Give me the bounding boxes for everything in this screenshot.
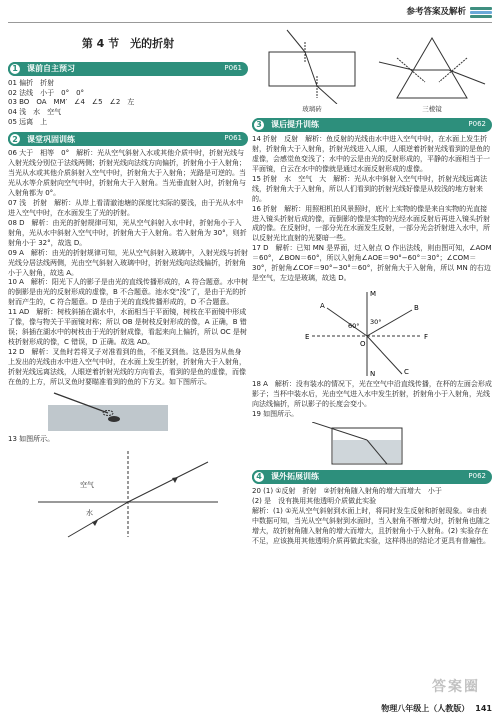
answer-item: 10 A 解析：阳光下人的影子是由光的直线传播形成的，A 符合题意。水中树的倒影是由光的反射形成的虚像，B 不合题意。池水变“浅”了，是由于光的折射而产生的，C 符合题意。D 是由于光的直线传播形成的，D 不合题意。 xyxy=(8,278,248,307)
page-header xyxy=(406,6,492,18)
answer-item: 16 折射 解析：用照相机拍风景照时，底片上实物的像是来自实物的光直接进入镜头折射后成的像，而倒影的像是实物的光经水面反射后再进入镜头折射成的像。在反射时，一部分光在水面发生反射，一部分光会折射进入水中，所以反射光比直射的光要暗一些。 xyxy=(252,204,490,243)
answer-line: 05 远离 上 xyxy=(8,118,48,127)
answer-item: 07 浅 折射 解析：从岸上看清澈池塘的深度比实际的要浅，由于光从水中进入空气中时，在水面发生了光的折射。 xyxy=(8,198,244,217)
answer-line: 03 BO OA MM′ ∠4 ∠5 ∠2 左 xyxy=(8,98,135,107)
class-answers xyxy=(8,149,248,388)
answer-line: 02 法线 小于 0° 0° xyxy=(8,88,85,97)
footer-book: 物理八年级上（人教版） xyxy=(381,703,470,713)
angle-60: 60° xyxy=(348,322,360,331)
section-bar-extend xyxy=(252,470,492,484)
footer-page-number: 141 xyxy=(475,703,492,713)
section-page-ref: P062 xyxy=(468,120,486,129)
answer-item: 08 D 解析：由光的折射规律可知，光从空气斜射入水中时，折射角小于入射角，光从水中斜射入空气中时，折射角大于入射角。若入射角为 30°，则折射角小于 32°，故选 D。 xyxy=(8,218,247,247)
answer-item: 17 D 解析：已知 MN 是界面，过入射点 O 作出法线，则由图可知，∠AOM＝60°，∠BON＝60°，所以入射角∠AOE＝90°−60°＝30°；∠COM＝30°，折射角∠COF＝90°−30°＝60°，折射角大于入射角，所以 MN 的右边是空气，左边是玻璃，故选 D。 xyxy=(252,244,492,283)
answer-item: 12 D 解析：叉鱼时若将叉子对准看到的鱼，不能叉到鱼。这是因为从鱼身上发出的光线由水中进入空气中时，在水面上发生折射，折射角大于入射角，折射光线远离法线，人眼逆着折射光线的方向看去，看到的是鱼的虚像，而像在鱼的上方，所以叉鱼时要瞄准看到的鱼的下方叉。如下图所示。 xyxy=(8,348,246,386)
section-bar-preview xyxy=(8,62,248,76)
section-page-ref: P062 xyxy=(468,471,486,480)
book-stack-icon xyxy=(470,7,492,18)
glass-block-figure xyxy=(257,28,367,114)
answer-item: 14 折射 反射 解析：鱼反射的光线由水中进入空气中时，在水面上发生折射，折射角大于入射角，折射光线进入人眼，人眼逆着折射光线看到的是鱼的虚像，会感觉鱼变浅了；水中的云是由光的反射形成的，平静的水面相当于一平面镜，白云在水中的像就是通过水面反射形成的虚像。 xyxy=(252,135,490,173)
answer-item: 18 A 解析：没有装水的情况下，光在空气中沿直线传播，在杯的左面会形成影子；当杯中装水后，光由空气进入水中发生折射，折射角小于入射角，光线向法线偏折，所以影子的长度会变小。 xyxy=(252,380,492,408)
label-O: O xyxy=(360,340,366,349)
section-number: 4 xyxy=(252,470,266,484)
label-N: N xyxy=(370,370,376,379)
top-figures xyxy=(252,28,492,114)
section-bar-class xyxy=(8,132,248,146)
prism-caption: 三棱镜 xyxy=(422,104,442,113)
water-cup-figure xyxy=(312,422,422,466)
label-M: M xyxy=(370,290,377,299)
answer-item: 解析：(1) ①光从空气斜射到水面上时，将同时发生反射和折射现象。②由表中数据可知，当光从空气斜射到水面时，当入射角不断增大时，折射角也随之增大，故折射角随入射角的增大而增大，且折射角小于入射角。(2) 实验存在不足，应该换用其他透明介质再做此实验，这样得出的结论才更具有普遍性。 xyxy=(252,506,490,545)
section-bar-after xyxy=(252,118,492,132)
glass-caption: 玻璃砖 xyxy=(302,104,322,113)
refraction-figure-17 xyxy=(302,286,432,378)
air-label: 空气 xyxy=(80,480,94,489)
section-label: 课堂巩固训练 xyxy=(27,134,75,144)
refraction-figure-13 xyxy=(28,447,228,539)
section-label: 课后提升训练 xyxy=(271,120,319,130)
preview-answers xyxy=(8,79,248,129)
prism-figure xyxy=(377,28,487,114)
section-label: 课前自主预习 xyxy=(27,63,75,73)
right-column xyxy=(252,28,492,546)
answer-item: 20 (1) ①反射 折射 ②折射角随入射角的增大而增大 小于 xyxy=(252,486,442,495)
label-F: F xyxy=(424,333,429,342)
label-B: B xyxy=(414,304,419,313)
section-number: 3 xyxy=(252,118,266,132)
section-page-ref: P061 xyxy=(224,63,242,72)
section-label: 课外拓展训练 xyxy=(271,472,319,482)
section-title: 第 4 节 光的折射 xyxy=(81,37,175,50)
section-number: 2 xyxy=(8,132,22,146)
header-divider xyxy=(8,22,492,23)
label-E: E xyxy=(305,333,310,342)
page-footer xyxy=(381,703,492,714)
answer-item: 15 折射 水 空气 大 解析：光从水中斜射入空气中时，折射光线远离法线，折射角大于入射角，所以人们看到的折射光线好像是从较浅的地方射来的。 xyxy=(252,174,488,203)
answer-item: 06 大于 相等 0° 解析：光从空气斜射入水或其他介质中时，折射光线与入射光线分别位于法线两侧；折射光线向法线方向偏折，折射角小于入射角；当光从水或其他介质斜射入空气中时，折射角大于入射角；光路是可逆的。当光从水等介质射向空气中时，折射角大于入射角。当光垂直射入时，折射角与入射角都为 0°。 xyxy=(8,149,246,198)
answer-item: (2) 是 没有换用其他透明介质做此实验 xyxy=(252,496,377,505)
fish-spearing-figure xyxy=(48,391,168,431)
label-C: C xyxy=(404,368,409,377)
answer-item: 13 如图所示。 xyxy=(8,434,55,443)
answer-item: 09 A 解析：由光的折射规律可知，光从空气斜射入玻璃中，入射光线与折射光线分居法线两侧，光由空气斜射入玻璃中时，折射光线向法线偏折，折射角小于入射角，故选 A。 xyxy=(8,248,248,277)
answer-line: 01 偏折 折射 xyxy=(8,78,55,87)
watermark: 答案圈 xyxy=(432,679,480,696)
label-A: A xyxy=(320,302,325,311)
answer-line: 04 浅 水 空气 xyxy=(8,108,62,117)
water-label: 水 xyxy=(86,508,93,517)
angle-30: 30° xyxy=(370,318,382,327)
header-title: 参考答案及解析 xyxy=(406,7,466,17)
answer-item: 19 如图所示。 xyxy=(252,409,299,418)
section-number: 1 xyxy=(8,62,22,76)
after-answers xyxy=(252,135,492,284)
left-column xyxy=(8,28,248,539)
extend-answers xyxy=(252,487,492,547)
section-page-ref: P061 xyxy=(224,134,242,143)
answer-item: 11 AD 解析：树枝斜插在湖水中，水面相当于平面镜，树枝在平面镜中形成了像，像与物关于平面镜对称；所以 OB 是树枝反射形成的像，A 正确，B 错误；斜插在湖水中的树枝由于光的折射成像，看起来向上偏折，所以 OC 是树枝折射形成的像，C 错误，D 正确。故选 AD。 xyxy=(8,308,247,347)
